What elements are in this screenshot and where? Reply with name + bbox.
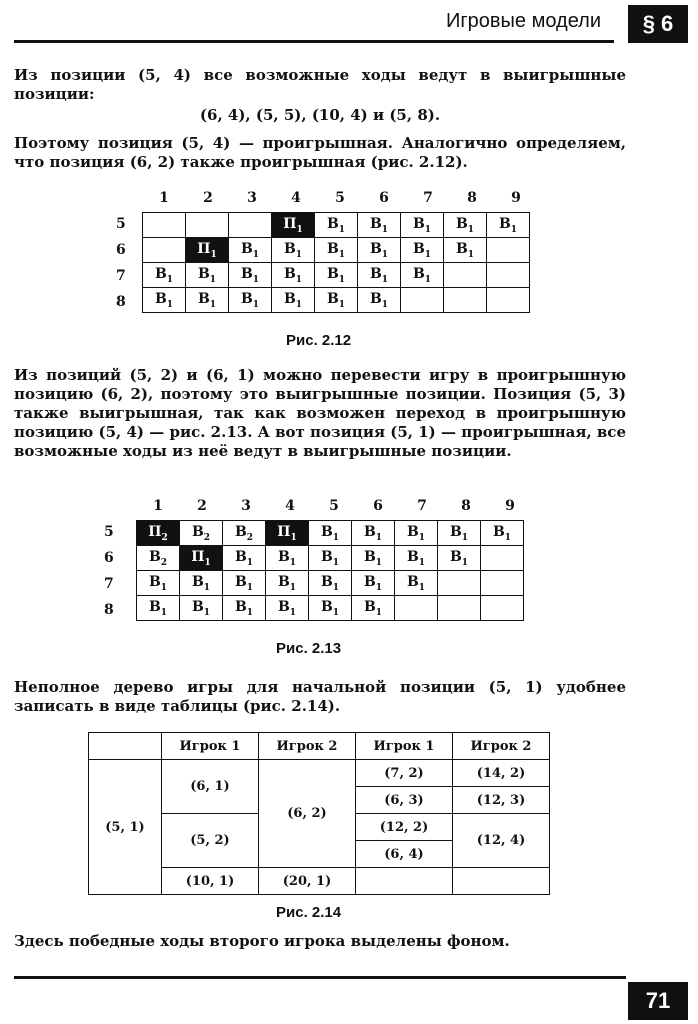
tree-cell-empty [453, 868, 550, 895]
winning-position-cell: $В_1$ [352, 546, 395, 571]
empty-cell [481, 571, 524, 596]
tree-header: Игрок 2 [259, 733, 356, 760]
tree-cell: (7, 2) [356, 760, 453, 787]
position-grid [136, 520, 524, 621]
column-number: 1 [153, 498, 163, 514]
tree-cell: (6, 3) [356, 787, 453, 814]
tree-cell-win: (14, 2) [453, 760, 550, 787]
empty-cell [444, 263, 487, 288]
empty-cell [487, 288, 530, 313]
tree-start-position: (5, 1) [89, 760, 162, 895]
paragraph-1: Из позиции (5, 4) все возможные ходы ведут в выигрышные позиции: [14, 66, 626, 103]
header-rule [14, 40, 614, 43]
empty-cell [401, 288, 444, 313]
winning-position-cell: $В_1$ [143, 263, 186, 288]
winning-position-cell: $В_2$ [137, 546, 180, 571]
winning-position-cell: $В_2$ [223, 521, 266, 546]
column-number: 2 [197, 498, 207, 514]
empty-cell [444, 288, 487, 313]
winning-position-cell: $В_1$ [444, 238, 487, 263]
losing-position-cell: $П_1$ [272, 213, 315, 238]
column-number: 6 [373, 498, 383, 514]
tree-cell: (20, 1) [259, 868, 356, 895]
winning-position-cell: $В_1$ [137, 571, 180, 596]
tree-corner-cell [89, 733, 162, 760]
column-number: 5 [335, 190, 345, 206]
paragraph-5: Здесь победные ходы второго игрока выделены фоном. [14, 932, 510, 950]
winning-position-cell: $В_1$ [180, 596, 223, 621]
winning-position-cell: $В_1$ [487, 213, 530, 238]
winning-position-cell: $В_1$ [401, 213, 444, 238]
empty-cell [481, 546, 524, 571]
winning-position-cell: $В_1$ [223, 546, 266, 571]
tree-cell: (5, 2) [162, 814, 259, 868]
tree-header: Игрок 1 [356, 733, 453, 760]
column-number: 5 [329, 498, 339, 514]
winning-position-cell: $В_1$ [352, 571, 395, 596]
winning-position-cell: $В_1$ [481, 521, 524, 546]
column-number: 7 [423, 190, 433, 206]
empty-cell [487, 238, 530, 263]
winning-position-cell: $В_1$ [315, 288, 358, 313]
row-number: 5 [116, 216, 126, 232]
winning-position-cell: $В_1$ [137, 596, 180, 621]
winning-position-cell: $В_1$ [315, 238, 358, 263]
winning-position-cell: $В_1$ [395, 546, 438, 571]
column-number: 9 [511, 190, 521, 206]
paragraph-2: Поэтому позиция (5, 4) — проигрышная. Аналогично определяем, что позиция (6, 2) также проигрышная (рис. 2.12). [14, 134, 626, 171]
winning-position-cell: $В_1$ [395, 521, 438, 546]
winning-position-cell: $В_1$ [186, 288, 229, 313]
tree-cell: (10, 1) [162, 868, 259, 895]
paragraph-4: Неполное дерево игры для начальной позиции (5, 1) удобнее записать в виде таблицы (рис. 2.14). [14, 678, 626, 715]
winning-position-cell: $В_1$ [352, 521, 395, 546]
empty-cell [143, 238, 186, 263]
winning-position-cell: $В_1$ [395, 571, 438, 596]
winning-position-cell: $В_1$ [229, 263, 272, 288]
winning-position-cell: $В_1$ [266, 571, 309, 596]
tree-header: Игрок 1 [162, 733, 259, 760]
winning-position-cell: $В_1$ [315, 213, 358, 238]
winning-position-cell: $В_1$ [309, 596, 352, 621]
column-number: 7 [417, 498, 427, 514]
winning-position-cell: $В_1$ [272, 263, 315, 288]
tree-header: Игрок 2 [453, 733, 550, 760]
winning-position-cell: $В_1$ [143, 288, 186, 313]
row-number: 5 [104, 524, 114, 540]
winning-position-cell: $В_1$ [358, 288, 401, 313]
row-number: 6 [116, 242, 126, 258]
winning-position-cell: $В_1$ [309, 546, 352, 571]
losing-position-cell: $П_1$ [186, 238, 229, 263]
game-tree-table [88, 732, 550, 895]
losing-position-cell: $П_1$ [266, 521, 309, 546]
row-number: 7 [116, 268, 126, 284]
tree-cell: (12, 2) [356, 814, 453, 841]
page-number: 71 [628, 982, 688, 1020]
tree-cell: (6, 2) [259, 760, 356, 868]
winning-position-cell: $В_1$ [229, 238, 272, 263]
winning-position-cell: $В_1$ [352, 596, 395, 621]
column-number: 8 [461, 498, 471, 514]
empty-cell [186, 213, 229, 238]
column-number: 8 [467, 190, 477, 206]
footer-rule [14, 976, 626, 979]
winning-position-cell: $В_1$ [401, 263, 444, 288]
section-badge: § 6 [628, 5, 688, 43]
tree-cell-empty [356, 868, 453, 895]
column-number: 6 [379, 190, 389, 206]
column-number: 9 [505, 498, 515, 514]
column-number: 3 [247, 190, 257, 206]
winning-position-cell: $В_1$ [272, 238, 315, 263]
empty-cell [438, 571, 481, 596]
empty-cell [438, 596, 481, 621]
winning-position-cell: $В_1$ [223, 596, 266, 621]
figure-caption-2-14: Рис. 2.14 [276, 904, 342, 921]
formula-line: (6, 4), (5, 5), (10, 4) и (5, 8). [199, 106, 441, 124]
empty-cell [395, 596, 438, 621]
figure-caption-2-13: Рис. 2.13 [276, 640, 342, 657]
winning-position-cell: $В_1$ [358, 263, 401, 288]
winning-position-cell: $В_1$ [438, 521, 481, 546]
winning-position-cell: $В_1$ [315, 263, 358, 288]
winning-position-cell: $В_1$ [266, 596, 309, 621]
row-number: 8 [104, 602, 114, 618]
winning-position-cell: $В_1$ [309, 521, 352, 546]
winning-position-cell: $В_1$ [180, 571, 223, 596]
losing-position-cell: $П_1$ [180, 546, 223, 571]
losing-position-cell: $П_2$ [137, 521, 180, 546]
winning-position-cell: $В_1$ [272, 288, 315, 313]
row-number: 8 [116, 294, 126, 310]
row-number: 6 [104, 550, 114, 566]
column-number: 3 [241, 498, 251, 514]
empty-cell [487, 263, 530, 288]
winning-position-cell: $В_1$ [358, 238, 401, 263]
winning-position-cell: $В_1$ [229, 288, 272, 313]
row-number: 7 [104, 576, 114, 592]
running-header-title: Игровые модели [446, 10, 601, 32]
winning-position-cell: $В_1$ [358, 213, 401, 238]
column-number: 2 [203, 190, 213, 206]
figure-caption-2-12: Рис. 2.12 [286, 332, 352, 349]
tree-cell-win: (12, 3) [453, 787, 550, 814]
position-grid [142, 212, 530, 313]
empty-cell [143, 213, 186, 238]
winning-position-cell: $В_1$ [223, 571, 266, 596]
column-number: 4 [291, 190, 301, 206]
winning-position-cell: $В_1$ [186, 263, 229, 288]
winning-position-cell: $В_1$ [401, 238, 444, 263]
winning-position-cell: $В_1$ [438, 546, 481, 571]
tree-cell-win: (12, 4) [453, 814, 550, 868]
column-number: 1 [159, 190, 169, 206]
tree-cell: (6, 1) [162, 760, 259, 814]
tree-cell: (6, 4) [356, 841, 453, 868]
empty-cell [229, 213, 272, 238]
winning-position-cell: $В_1$ [309, 571, 352, 596]
winning-position-cell: $В_1$ [266, 546, 309, 571]
empty-cell [481, 596, 524, 621]
paragraph-3: Из позиций (5, 2) и (6, 1) можно перевести игру в проигрышную позицию (6, 2), поэтому это выигрышные позиции. Позиция (5, 3) также выигрышная, так как возможен переход в проигрышную позицию (5, 4) — рис. 2.13. А вот позиция (5, 1) — проигрышная, все возможные ходы из неё ведут в выигрышные позиции. [14, 366, 626, 460]
winning-position-cell: $В_1$ [444, 213, 487, 238]
column-number: 4 [285, 498, 295, 514]
winning-position-cell: $В_2$ [180, 521, 223, 546]
